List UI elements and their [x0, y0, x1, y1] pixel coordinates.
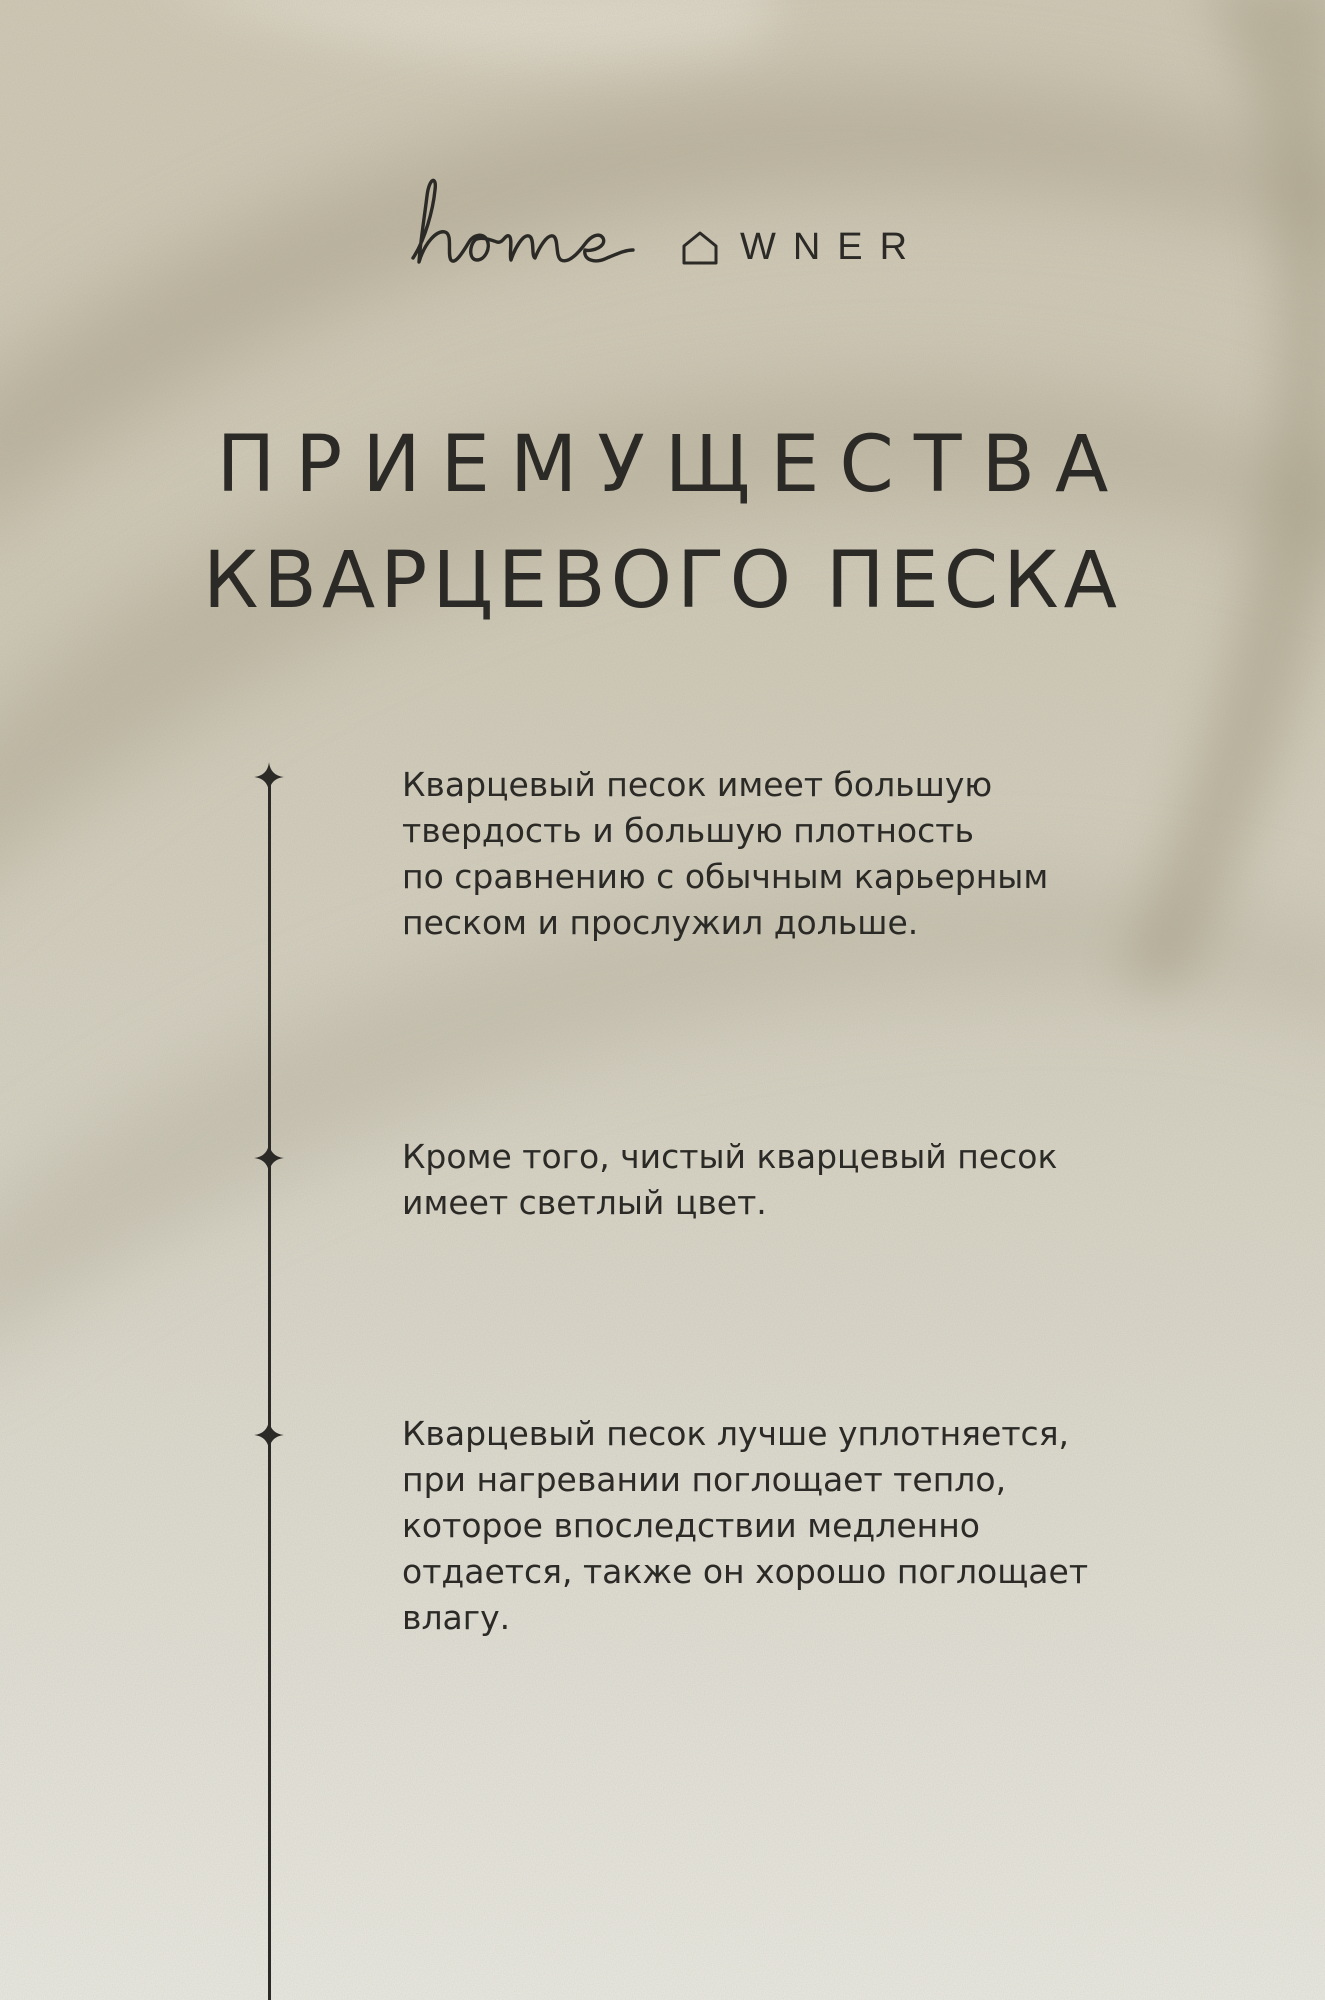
page-title-line-1: ПРИЕМУЩЕСТВА: [216, 420, 1129, 510]
diamond-bullet-icon: [254, 762, 284, 792]
paragraph-line: Кварцевый песок лучше уплотняется,: [402, 1414, 1070, 1453]
paragraph-line: отдается, также он хорошо поглощает: [402, 1552, 1089, 1591]
timeline-line: [268, 776, 271, 2000]
homeowner-logo: [405, 170, 945, 290]
logo-wordmark-wner: WNER: [740, 226, 925, 268]
house-icon: [681, 230, 719, 266]
paragraph-line: Кварцевый песок имеет большую: [402, 765, 993, 804]
paragraph-line: имеет светлый цвет.: [402, 1183, 767, 1222]
paragraph-line: при нагревании поглощает тепло,: [402, 1460, 1007, 1499]
benefit-paragraph-compaction: [402, 1411, 1162, 1641]
paragraph-line: песком и прослужил дольше.: [402, 903, 919, 942]
logo-script-home: [405, 170, 685, 280]
paragraph-line: по сравнению с обычным карьерным: [402, 857, 1049, 896]
diamond-bullet-icon: [254, 1420, 284, 1450]
page-title-line-2: КВАРЦЕВОГО ПЕСКА: [203, 536, 1122, 626]
diamond-bullet-icon: [254, 1143, 284, 1173]
paragraph-line: влагу.: [402, 1598, 511, 1637]
benefit-paragraph-hardness: [402, 762, 1162, 946]
benefit-paragraph-color: [402, 1134, 1162, 1226]
paragraph-line: Кроме того, чистый кварцевый песок: [402, 1137, 1058, 1176]
paragraph-line: которое впоследствии медленно: [402, 1506, 980, 1545]
paragraph-line: твердость и большую плотность: [402, 811, 974, 850]
